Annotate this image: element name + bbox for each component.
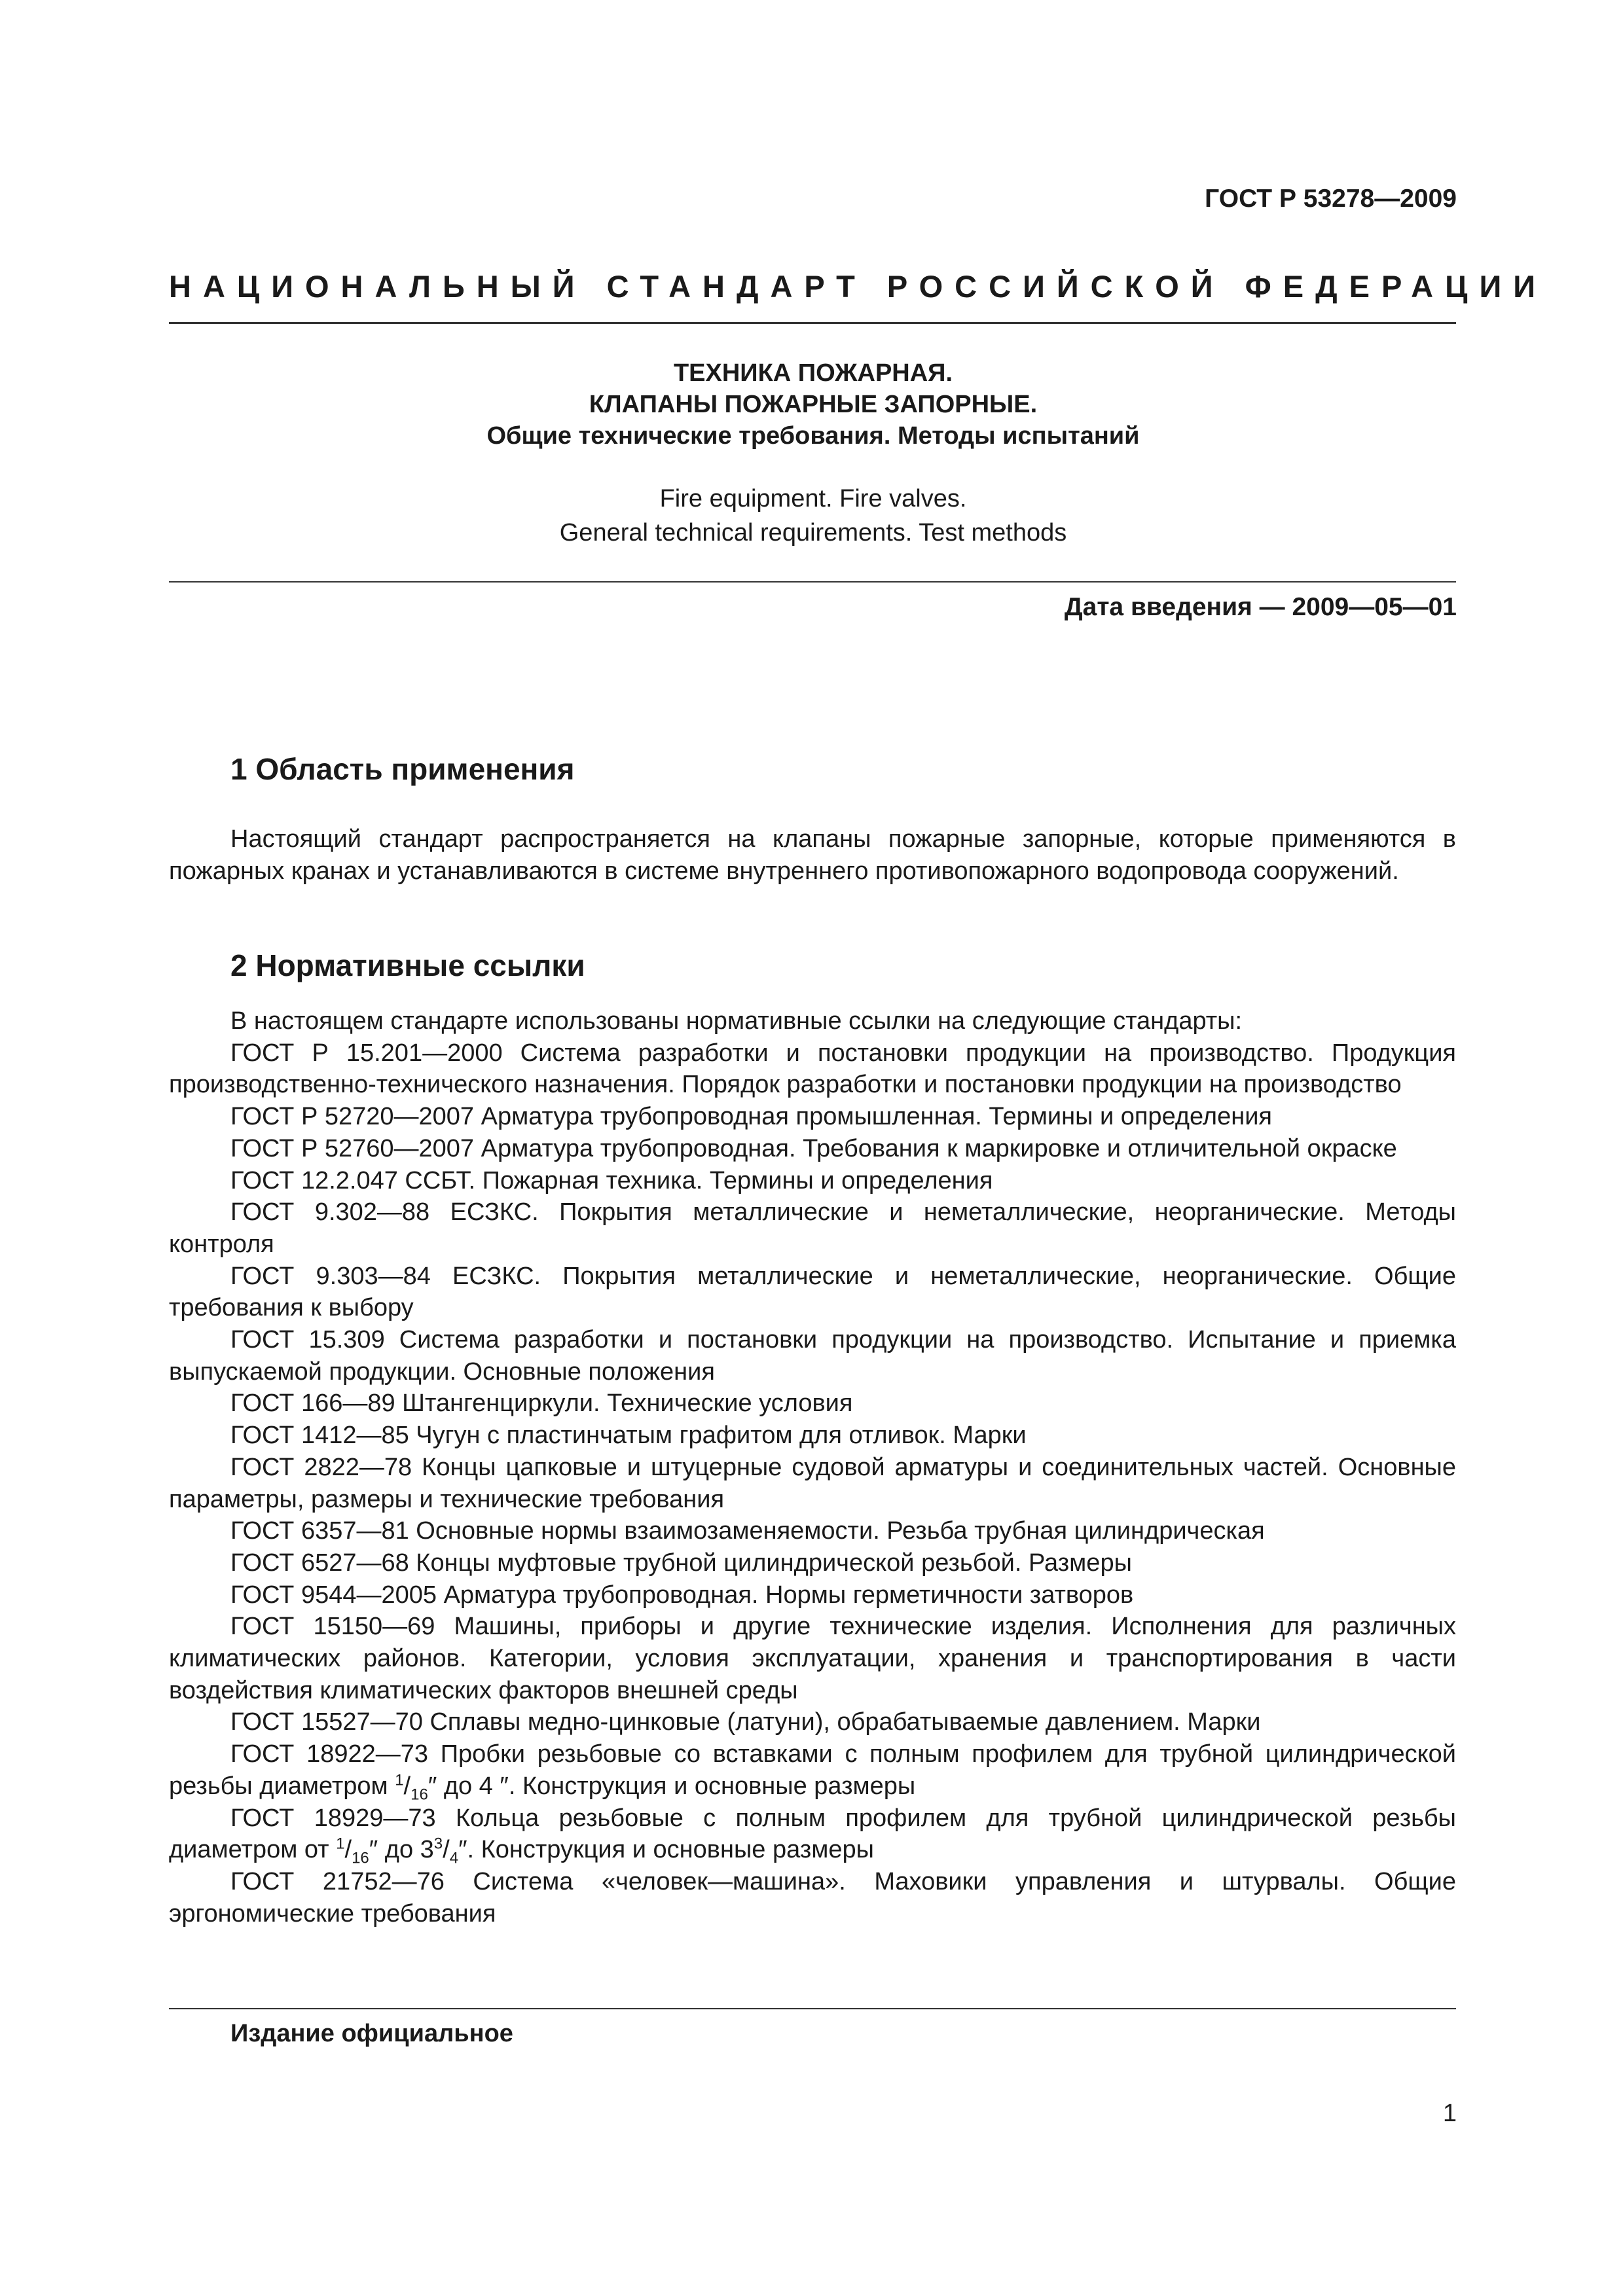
reference-item: ГОСТ 15150—69 Машины, приборы и другие технические изделия. Исполнения для различных климатических районов. Категории, условия эксплуатации, хранения и транспортирования в части воздействия климатических факторов внешней среды bbox=[169, 1613, 1456, 1704]
national-standard-title: НАЦИОНАЛЬНЫЙ СТАНДАРТ РОССИЙСКОЙ ФЕДЕРАЦИИ bbox=[169, 269, 1548, 304]
title-ru-line-3: Общие технические требования. Методы испытаний bbox=[486, 422, 1140, 450]
reference-item: ГОСТ Р 52720—2007 Арматура трубопроводная промышленная. Термины и определения bbox=[230, 1103, 1273, 1131]
top-divider bbox=[169, 322, 1456, 324]
reference-item: ГОСТ 21752—76 Система «человек—машина». Маховики управления и штурвалы. Общие эргономические требования bbox=[169, 1867, 1456, 1928]
reference-item: ГОСТ 6357—81 Основные нормы взаимозаменяемости. Резьба трубная цилиндрическая bbox=[230, 1517, 1265, 1545]
reference-item: ГОСТ Р 15.201—2000 Система разработки и постановки продукции на производство. Продукция производственно-технического назначения. Порядок разработки и постановки продукции на производство bbox=[169, 1039, 1456, 1099]
reference-item: ГОСТ 9544—2005 Арматура трубопроводная. Нормы герметичности затворов bbox=[230, 1581, 1134, 1609]
reference-item: ГОСТ 12.2.047 ССБТ. Пожарная техника. Термины и определения bbox=[230, 1166, 993, 1194]
document-title-block bbox=[169, 357, 1457, 550]
title-ru-line-1: ТЕХНИКА ПОЖАРНАЯ. bbox=[673, 359, 953, 387]
reference-item-18929: ГОСТ 18929—73 Кольца резьбовые с полным профилем для трубной цилиндрической резьбы диаметром от $^1/_{16}''$ до $3^3/_4''$. Конструкция и основные размеры bbox=[169, 1804, 1456, 1867]
references-intro: В настоящем стандарте использованы нормативные ссылки на следующие стандарты: bbox=[230, 1007, 1243, 1035]
reference-item: ГОСТ 9.302—88 ЕСЗКС. Покрытия металлические и неметаллические, неорганические. Методы контроля bbox=[169, 1198, 1456, 1258]
introduction-date: Дата введения — 2009—05—01 bbox=[1064, 593, 1457, 621]
reference-item: ГОСТ 166—89 Штангенциркули. Технические условия bbox=[230, 1390, 853, 1418]
reference-item: ГОСТ 6527—68 Концы муфтовые трубной цилиндрической резьбой. Размеры bbox=[230, 1549, 1132, 1577]
document-number: ГОСТ Р 53278—2009 bbox=[1205, 185, 1457, 213]
title-ru-line-2: КЛАПАНЫ ПОЖАРНЫЕ ЗАПОРНЫЕ. bbox=[589, 391, 1038, 418]
page-number: 1 bbox=[1442, 2100, 1457, 2127]
title-en-line-1: Fire equipment. Fire valves. bbox=[659, 485, 967, 512]
official-edition-label: Издание официальное bbox=[230, 2020, 513, 2047]
reference-item: ГОСТ 1412—85 Чугун с пластинчатым графитом для отливок. Марки bbox=[230, 1422, 1027, 1450]
reference-item: ГОСТ 15527—70 Сплавы медно-цинковые (латуни), обрабатываемые давлением. Марки bbox=[230, 1708, 1261, 1736]
normative-references-list bbox=[169, 1005, 1456, 1929]
reference-item: ГОСТ 9.303—84 ЕСЗКС. Покрытия металлические и неметаллические, неорганические. Общие требования к выбору bbox=[169, 1262, 1456, 1322]
title-en-line-2: General technical requirements. Test methods bbox=[559, 519, 1067, 547]
section-2-heading: 2 Нормативные ссылки bbox=[230, 948, 585, 982]
reference-item: ГОСТ Р 52760—2007 Арматура трубопроводная. Требования к маркировке и отличительной окраске bbox=[230, 1134, 1397, 1162]
reference-item: ГОСТ 2822—78 Концы цапковые и штуцерные судовой арматуры и соединительных частей. Основные параметры, размеры и технические требования bbox=[169, 1453, 1456, 1513]
reference-item-18922: ГОСТ 18922—73 Пробки резьбовые со вставками с полным профилем для трубной цилиндрической резьбы диаметром $^1/_{16}''$ до 4 ″. Конструкция и основные размеры bbox=[169, 1740, 1456, 1804]
reference-item: ГОСТ 15.309 Система разработки и постановки продукции на производство. Испытание и приемка выпускаемой продукции. Основные положения bbox=[169, 1326, 1456, 1386]
section-1-text: Настоящий стандарт распространяется на клапаны пожарные запорные, которые применяются в пожарных кранах и устанавливаются в системе внутреннего противопожарного водопровода сооружений. bbox=[169, 825, 1456, 885]
title-divider bbox=[169, 581, 1456, 583]
section-1-heading: 1 Область применения bbox=[230, 752, 575, 786]
footer-divider bbox=[169, 2008, 1456, 2009]
